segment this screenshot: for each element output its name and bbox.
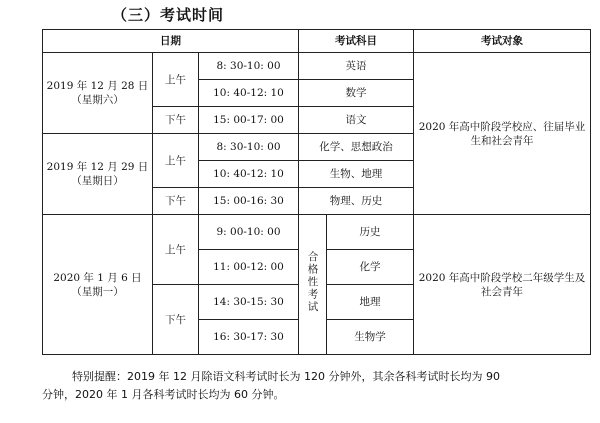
target-group-2: 2020 年高中阶段学校二年级学生及社会青年 xyxy=(414,215,591,355)
day1-date-cell xyxy=(43,53,153,134)
day3-slot2-subject: 化学 xyxy=(327,250,414,285)
exam-schedule-table xyxy=(42,29,591,355)
day2-slot3-subject: 物理、历史 xyxy=(299,188,414,215)
day1-slot2-time: 10: 40-12: 10 xyxy=(199,80,299,107)
table-row xyxy=(43,53,591,80)
section-title: （三）考试时间 xyxy=(112,6,225,24)
note-line-1: 特别提醒：2019 年 12 月除语文科考试时长为 120 分钟外，其余各科考试时长均为 90 xyxy=(72,370,500,383)
day3-exam-type: 合格性考试 xyxy=(306,251,319,314)
day3-date-cell xyxy=(43,215,153,355)
day1-date: 2019 年 12 月 28 日 xyxy=(46,80,149,92)
header-target: 考试对象 xyxy=(414,30,591,53)
day3-am: 上午 xyxy=(153,215,199,285)
header-subject: 考试科目 xyxy=(299,30,414,53)
day2-weekday: （星期日） xyxy=(71,175,124,187)
day1-slot3-subject: 语文 xyxy=(299,107,414,134)
day2-slot1-time: 8: 30-10: 00 xyxy=(199,134,299,161)
day1-am: 上午 xyxy=(153,53,199,107)
day1-slot1-subject: 英语 xyxy=(299,53,414,80)
header-date: 日期 xyxy=(43,30,299,53)
day2-pm: 下午 xyxy=(153,188,199,215)
day1-pm: 下午 xyxy=(153,107,199,134)
day2-slot1-subject: 化学、思想政治 xyxy=(299,134,414,161)
target-group-1: 2020 年高中阶段学校应、往届毕业生和社会青年 xyxy=(414,53,591,215)
day3-exam-type-cell xyxy=(299,215,327,355)
day2-slot2-time: 10: 40-12: 10 xyxy=(199,161,299,188)
day3-slot2-time: 11: 00-12: 00 xyxy=(199,250,299,285)
note-line-2: 分钟，2020 年 1 月各科考试时长均为 60 分钟。 xyxy=(42,388,285,401)
day3-slot1-subject: 历史 xyxy=(327,215,414,250)
day2-date-cell xyxy=(43,134,153,215)
day3-weekday: （星期一） xyxy=(71,285,124,298)
special-reminder xyxy=(42,368,592,404)
day1-slot1-time: 8: 30-10: 00 xyxy=(199,53,299,80)
day1-weekday: （星期六） xyxy=(71,94,124,106)
table-row xyxy=(43,215,591,250)
day3-slot1-time: 9: 00-10: 00 xyxy=(199,215,299,250)
day3-slot3-time: 14: 30-15: 30 xyxy=(199,285,299,320)
day3-slot3-subject: 地理 xyxy=(327,285,414,320)
day2-slot3-time: 15: 00-16: 30 xyxy=(199,188,299,215)
day3-slot4-subject: 生物学 xyxy=(327,320,414,355)
day1-slot2-subject: 数学 xyxy=(299,80,414,107)
day3-date: 2020 年 1 月 6 日 xyxy=(53,271,142,284)
day2-date: 2019 年 12 月 29 日 xyxy=(46,161,149,173)
day3-pm: 下午 xyxy=(153,285,199,355)
day2-am: 上午 xyxy=(153,134,199,188)
table-header-row xyxy=(43,30,591,53)
day1-slot3-time: 15: 00-17: 00 xyxy=(199,107,299,134)
day2-slot2-subject: 生物、地理 xyxy=(299,161,414,188)
day3-slot4-time: 16: 30-17: 30 xyxy=(199,320,299,355)
